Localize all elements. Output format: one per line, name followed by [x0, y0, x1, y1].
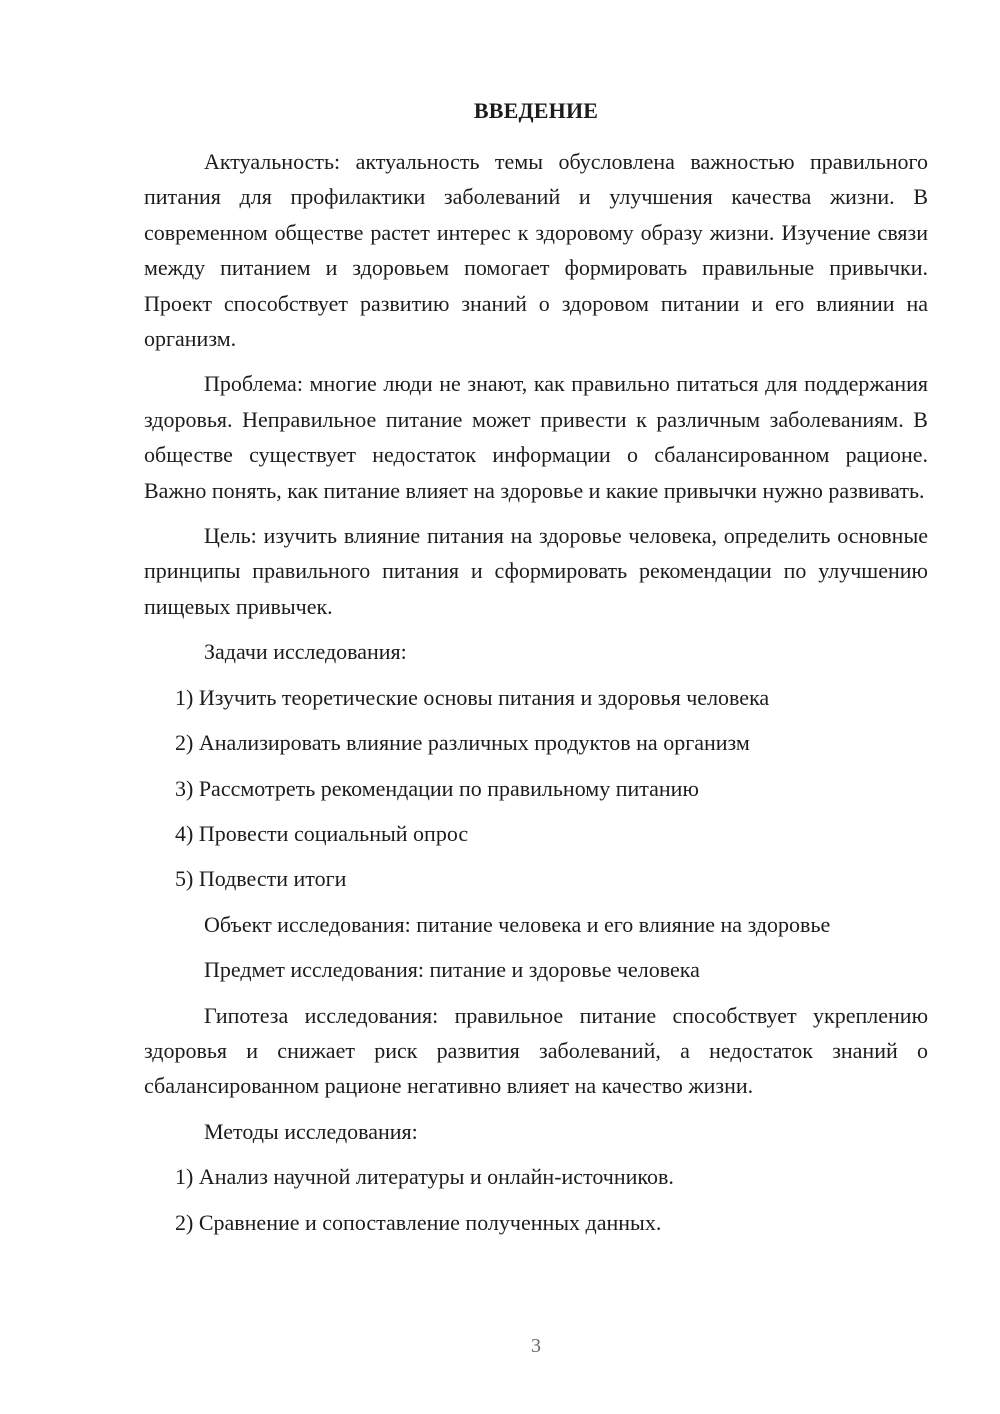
methods-title: Методы исследования: [204, 1118, 418, 1144]
paragraph-problem: Проблема: многие люди не знают, как правильно питаться для поддержания здоровья. Неправильное питание может привести к различным заболеваниям. В обществе существует недостаток информации о сбалансированном рационе. Важно понять, как питание влияет на здоровье и какие привычки нужно развивать. [144, 371, 928, 503]
list-item: 4) Провести социальный опрос [175, 820, 469, 846]
tasks-list [144, 680, 928, 897]
research-object: Объект исследования: питание человека и его влияние на здоровье [204, 911, 831, 937]
section-heading: ВВЕДЕНИЕ [473, 98, 599, 123]
paragraph-goal: Цель: изучить влияние питания на здоровье человека, определить основные принципы правильного питания и сформировать рекомендации по улучшению пищевых привычек. [144, 523, 928, 619]
list-item: 5) Подвести итоги [175, 866, 347, 892]
document-body [144, 98, 928, 1250]
list-item: 3) Рассмотреть рекомендации по правильному питанию [175, 775, 699, 801]
list-item: 1) Анализ научной литературы и онлайн-источников. [175, 1164, 674, 1190]
research-subject: Предмет исследования: питание и здоровье человека [204, 957, 700, 983]
paragraph-relevance: Актуальность: актуальность темы обусловлена важностью правильного питания для профилактики заболеваний и улучшения качества жизни. В современном обществе растет интерес к здоровому образу жизни. Изучение связи между питанием и здоровьем помогает формировать правильные привычки. Проект способствует развитию знаний о здоровом питании и его влиянии на организм. [144, 149, 928, 352]
list-item: 2) Анализировать влияние различных продуктов на организм [175, 730, 750, 756]
list-item: 2) Сравнение и сопоставление полученных данных. [175, 1209, 662, 1235]
page-number: 3 [531, 1335, 541, 1357]
list-item: 1) Изучить теоретические основы питания и здоровья человека [175, 684, 770, 710]
paragraph-hypothesis: Гипотеза исследования: правильное питание способствует укреплению здоровья и снижает риск развития заболеваний, а недостаток знаний о сбалансированном рационе негативно влияет на качество жизни. [144, 1002, 928, 1099]
methods-list [144, 1159, 928, 1240]
tasks-title: Задачи исследования: [204, 639, 407, 665]
